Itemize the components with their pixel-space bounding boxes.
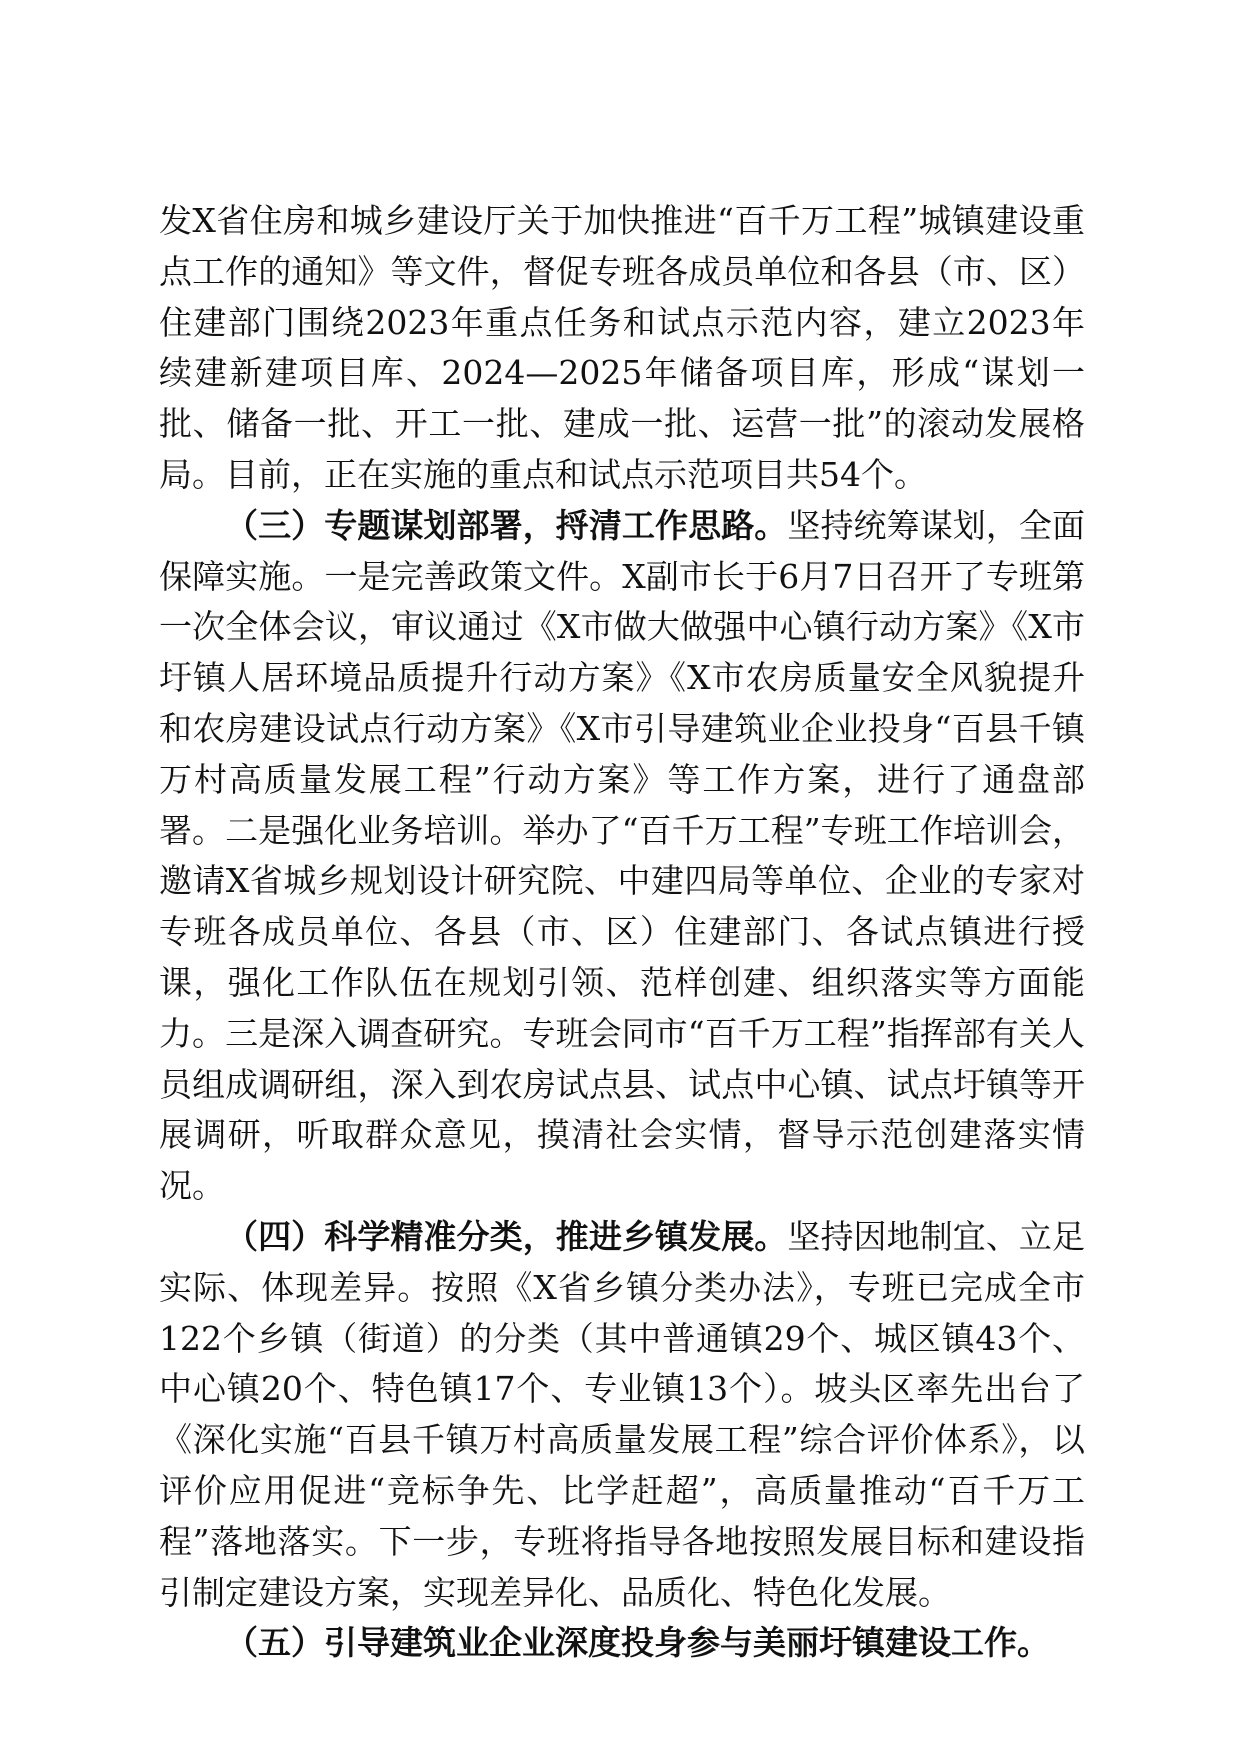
section-heading: （三）专题谋划部署，捋清工作思路。 bbox=[225, 505, 788, 545]
paragraph-body: 坚持因地制宜、立足实际、体现差异。按照《X省乡镇分类办法》，专班已完成全市122个乡镇（街道）的分类（其中普通镇29个、城区镇43个、中心镇20个、特色镇17个、专业镇13个）。坡头区率先出台了《深化实施“百县千镇万村高质量发展工程”综合评价体系》，以评价应用促进“竞标争先、比学赶超”，高质量推动“百千万工程”落地落实。下一步，专班将指导各地按照发展目标和建设指引制定建设方案，实现差异化、品质化、特色化发展。 bbox=[159, 1216, 1086, 1612]
paragraph-body: 发X省住房和城乡建设厅关于加快推进“百千万工程”城镇建设重点工作的通知》等文件，督促专班各成员单位和各县（市、区）住建部门围绕2023年重点任务和试点示范内容，建立2023年续建新建项目库、2024—2025年储备项目库，形成“谋划一批、储备一批、开工一批、建成一批、运营一批”的滚动发展格局。目前，正在实施的重点和试点示范项目共54个。 bbox=[159, 201, 1085, 494]
paragraph-section-four bbox=[159, 1212, 1085, 1618]
document-page bbox=[159, 196, 1085, 1669]
section-heading: （五）引导建筑业企业深度投身参与美丽圩镇建设工作。 bbox=[225, 1623, 1050, 1663]
section-heading: （四）科学精准分类，推进乡镇发展。 bbox=[225, 1216, 788, 1256]
paragraph-continuation bbox=[159, 196, 1085, 501]
paragraph-body: 坚持统筹谋划，全面保障实施。一是完善政策文件。X副市长于6月7日召开了专班第一次全体会议，审议通过《X市做大做强中心镇行动方案》《X市圩镇人居环境品质提升行动方案》《X市农房质量安全风貌提升和农房建设试点行动方案》《X市引导建筑业企业投身“百县千镇万村高质量发展工程”行动方案》等工作方案，进行了通盘部署。二是强化业务培训。举办了“百千万工程”专班工作培训会，邀请X省城乡规划设计研究院、中建四局等单位、企业的专家对专班各成员单位、各县（市、区）住建部门、各试点镇进行授课，强化工作队伍在规划引领、范样创建、组织落实等方面能力。三是深入调查研究。专班会同市“百千万工程”指挥部有关人员组成调研组，深入到农房试点县、试点中心镇、试点圩镇等开展调研，听取群众意见，摸清社会实情，督导示范创建落实情况。 bbox=[159, 505, 1086, 1206]
paragraph-section-five bbox=[159, 1618, 1085, 1669]
paragraph-section-three bbox=[159, 501, 1085, 1212]
